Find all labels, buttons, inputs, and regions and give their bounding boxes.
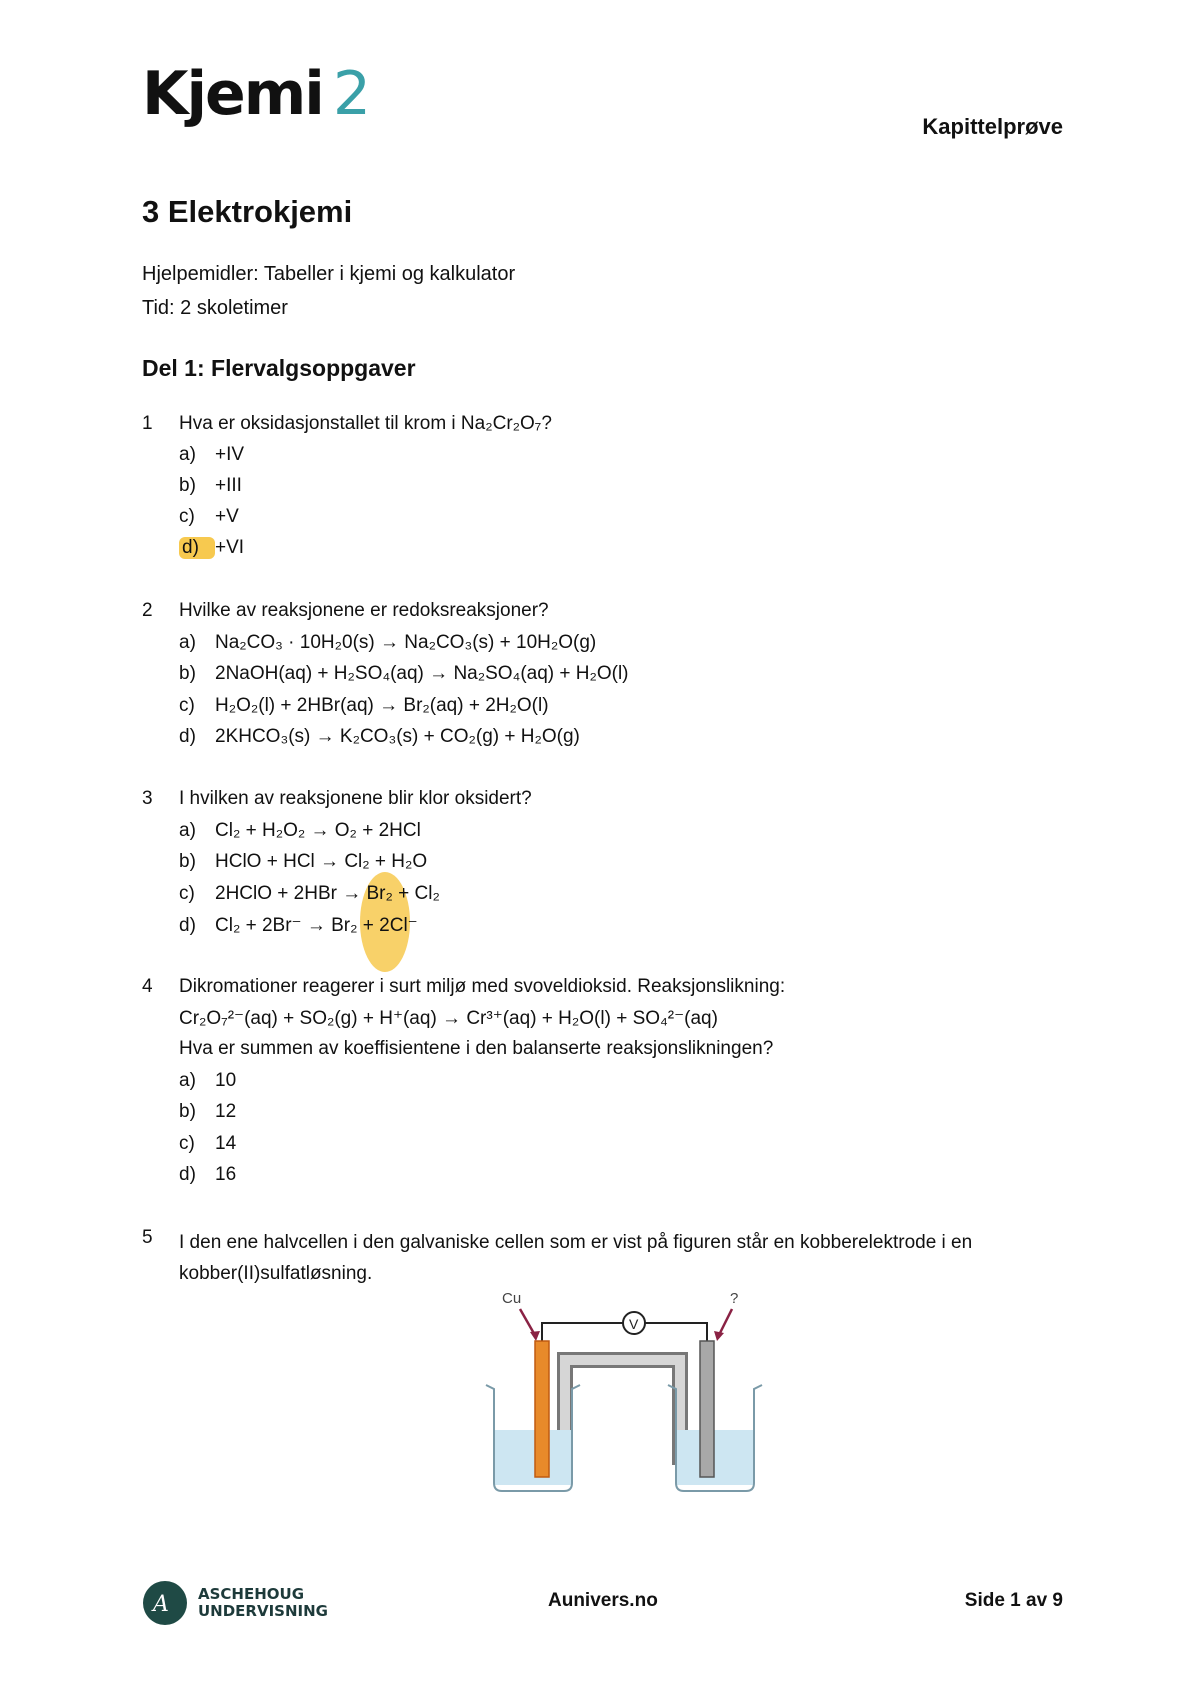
option-text: +IV (215, 444, 245, 465)
option-text: HClO + HCl → Cl₂ + H₂O (215, 851, 428, 872)
option-label: d) (179, 726, 196, 747)
option-text: 14 (215, 1133, 237, 1154)
option-text: +VI (215, 537, 245, 558)
page-number: Side 1 av 9 (964, 1590, 1063, 1611)
option-text: H₂O₂(l) + 2HBr(aq) → Br₂(aq) + 2H₂O(l) (215, 695, 549, 716)
svg-text:A: A (153, 1592, 169, 1617)
option-b (179, 851, 427, 873)
question-number: 4 (142, 976, 153, 997)
logo-number: 2 (332, 59, 370, 129)
option-b (179, 663, 629, 685)
question-text: I hvilken av reaksjonene blir klor oksidert? (179, 788, 532, 809)
question-number: 3 (142, 788, 153, 809)
book-logo (142, 59, 370, 129)
option-label: a) (179, 444, 196, 465)
chapter-title: 3 Elektrokjemi (142, 194, 353, 229)
option-label: c) (179, 883, 195, 904)
option-a (179, 632, 596, 654)
galvanic-cell-figure (480, 1285, 770, 1495)
option-text: +V (215, 506, 239, 527)
document-type: Kapittelprøve (922, 114, 1063, 139)
option-label: c) (179, 506, 195, 527)
option-label: b) (179, 475, 196, 496)
option-text: 2KHCO₃(s) → K₂CO₃(s) + CO₂(g) + H₂O(g) (215, 726, 580, 747)
question-subtext: Hva er summen av koeffisientene i den balanserte reaksjonslikningen? (179, 1038, 774, 1059)
question-number: 5 (142, 1227, 153, 1248)
option-label: c) (179, 695, 195, 716)
option-d (179, 1164, 236, 1186)
option-text: 12 (215, 1101, 237, 1122)
option-label: d) (179, 915, 196, 936)
unknown-electrode (700, 1341, 714, 1477)
option-c (179, 1133, 236, 1155)
site-link[interactable]: Aunivers.no (548, 1590, 658, 1611)
publisher-name (198, 1586, 328, 1620)
question-text: Dikromationer reagerer i surt miljø med svoveldioksid. Reaksjonslikning: (179, 976, 786, 997)
option-label: a) (179, 1070, 196, 1091)
option-label: a) (179, 820, 196, 841)
option-a (179, 444, 244, 466)
option-a (179, 1070, 236, 1092)
option-d (179, 726, 580, 748)
cu-arrowhead (530, 1331, 540, 1341)
option-text: 2HClO + 2HBr → Br₂ + Cl₂ (215, 883, 440, 904)
publisher-logo (142, 1580, 328, 1631)
option-label: a) (179, 632, 196, 653)
option-text: 16 (215, 1164, 237, 1185)
left-solution (494, 1430, 572, 1485)
option-label-highlighted: d) (179, 537, 215, 559)
right-solution (676, 1430, 754, 1485)
option-label: b) (179, 663, 196, 684)
option-text: 10 (215, 1070, 237, 1091)
option-c (179, 695, 549, 717)
option-c (179, 883, 440, 905)
option-text: Cl₂ + H₂O₂ → O₂ + 2HCl (215, 820, 421, 841)
copper-electrode (535, 1341, 549, 1477)
unknown-label: ? (730, 1290, 739, 1307)
salt-bridge (565, 1360, 680, 1465)
time-text: Tid: 2 skoletimer (142, 297, 288, 319)
option-label: b) (179, 1101, 196, 1122)
option-c (179, 506, 239, 528)
question-number: 2 (142, 600, 153, 621)
option-d (179, 914, 418, 937)
aids-text: Hjelpemidler: Tabeller i kjemi og kalkulator (142, 263, 516, 285)
option-label: d) (179, 1164, 196, 1185)
question-text: Hva er oksidasjonstallet til krom i Na₂Cr₂O₇? (179, 413, 552, 434)
option-text: Na₂CO₃ · 10H₂0(s) → Na₂CO₃(s) + 10H₂O(g) (215, 632, 597, 653)
unknown-arrowhead (714, 1331, 724, 1341)
option-label: b) (179, 851, 196, 872)
external-wire (542, 1323, 623, 1343)
question-text: I den ene halvcellen i den galvaniske cellen som er vist på figuren står en kobberelektrode i en kobber(II)sulfatløsning. (179, 1232, 973, 1284)
publisher-line2: UNDERVISNING (198, 1602, 328, 1620)
option-a (179, 820, 421, 842)
external-wire (645, 1323, 707, 1343)
option-b (179, 1101, 236, 1123)
reaction-equation: Cr₂O₇²⁻(aq) + SO₂(g) + H⁺(aq) → Cr³⁺(aq) + H₂O(l) + SO₄²⁻(aq) (179, 1008, 718, 1029)
part-title: Del 1: Flervalgsoppgaver (142, 355, 416, 381)
logo-word: Kjemi (142, 59, 323, 129)
option-text: +III (215, 475, 242, 496)
option-text: 2NaOH(aq) + H₂SO₄(aq) → Na₂SO₄(aq) + H₂O(l) (215, 663, 629, 684)
question-number: 1 (142, 413, 153, 434)
option-d (179, 537, 244, 559)
publisher-emblem-icon (142, 1580, 188, 1626)
option-label: c) (179, 1133, 195, 1154)
salt-bridge-inner (565, 1360, 680, 1465)
cu-label: Cu (502, 1290, 522, 1307)
option-text: Cl₂ + 2Br⁻ → Br₂ + 2Cl⁻ (215, 915, 418, 936)
option-b (179, 475, 242, 497)
publisher-line1: ASCHEHOUG (198, 1585, 305, 1603)
question-text: Hvilke av reaksjonene er redoksreaksjoner? (179, 600, 549, 621)
voltmeter-label: V (629, 1316, 639, 1332)
